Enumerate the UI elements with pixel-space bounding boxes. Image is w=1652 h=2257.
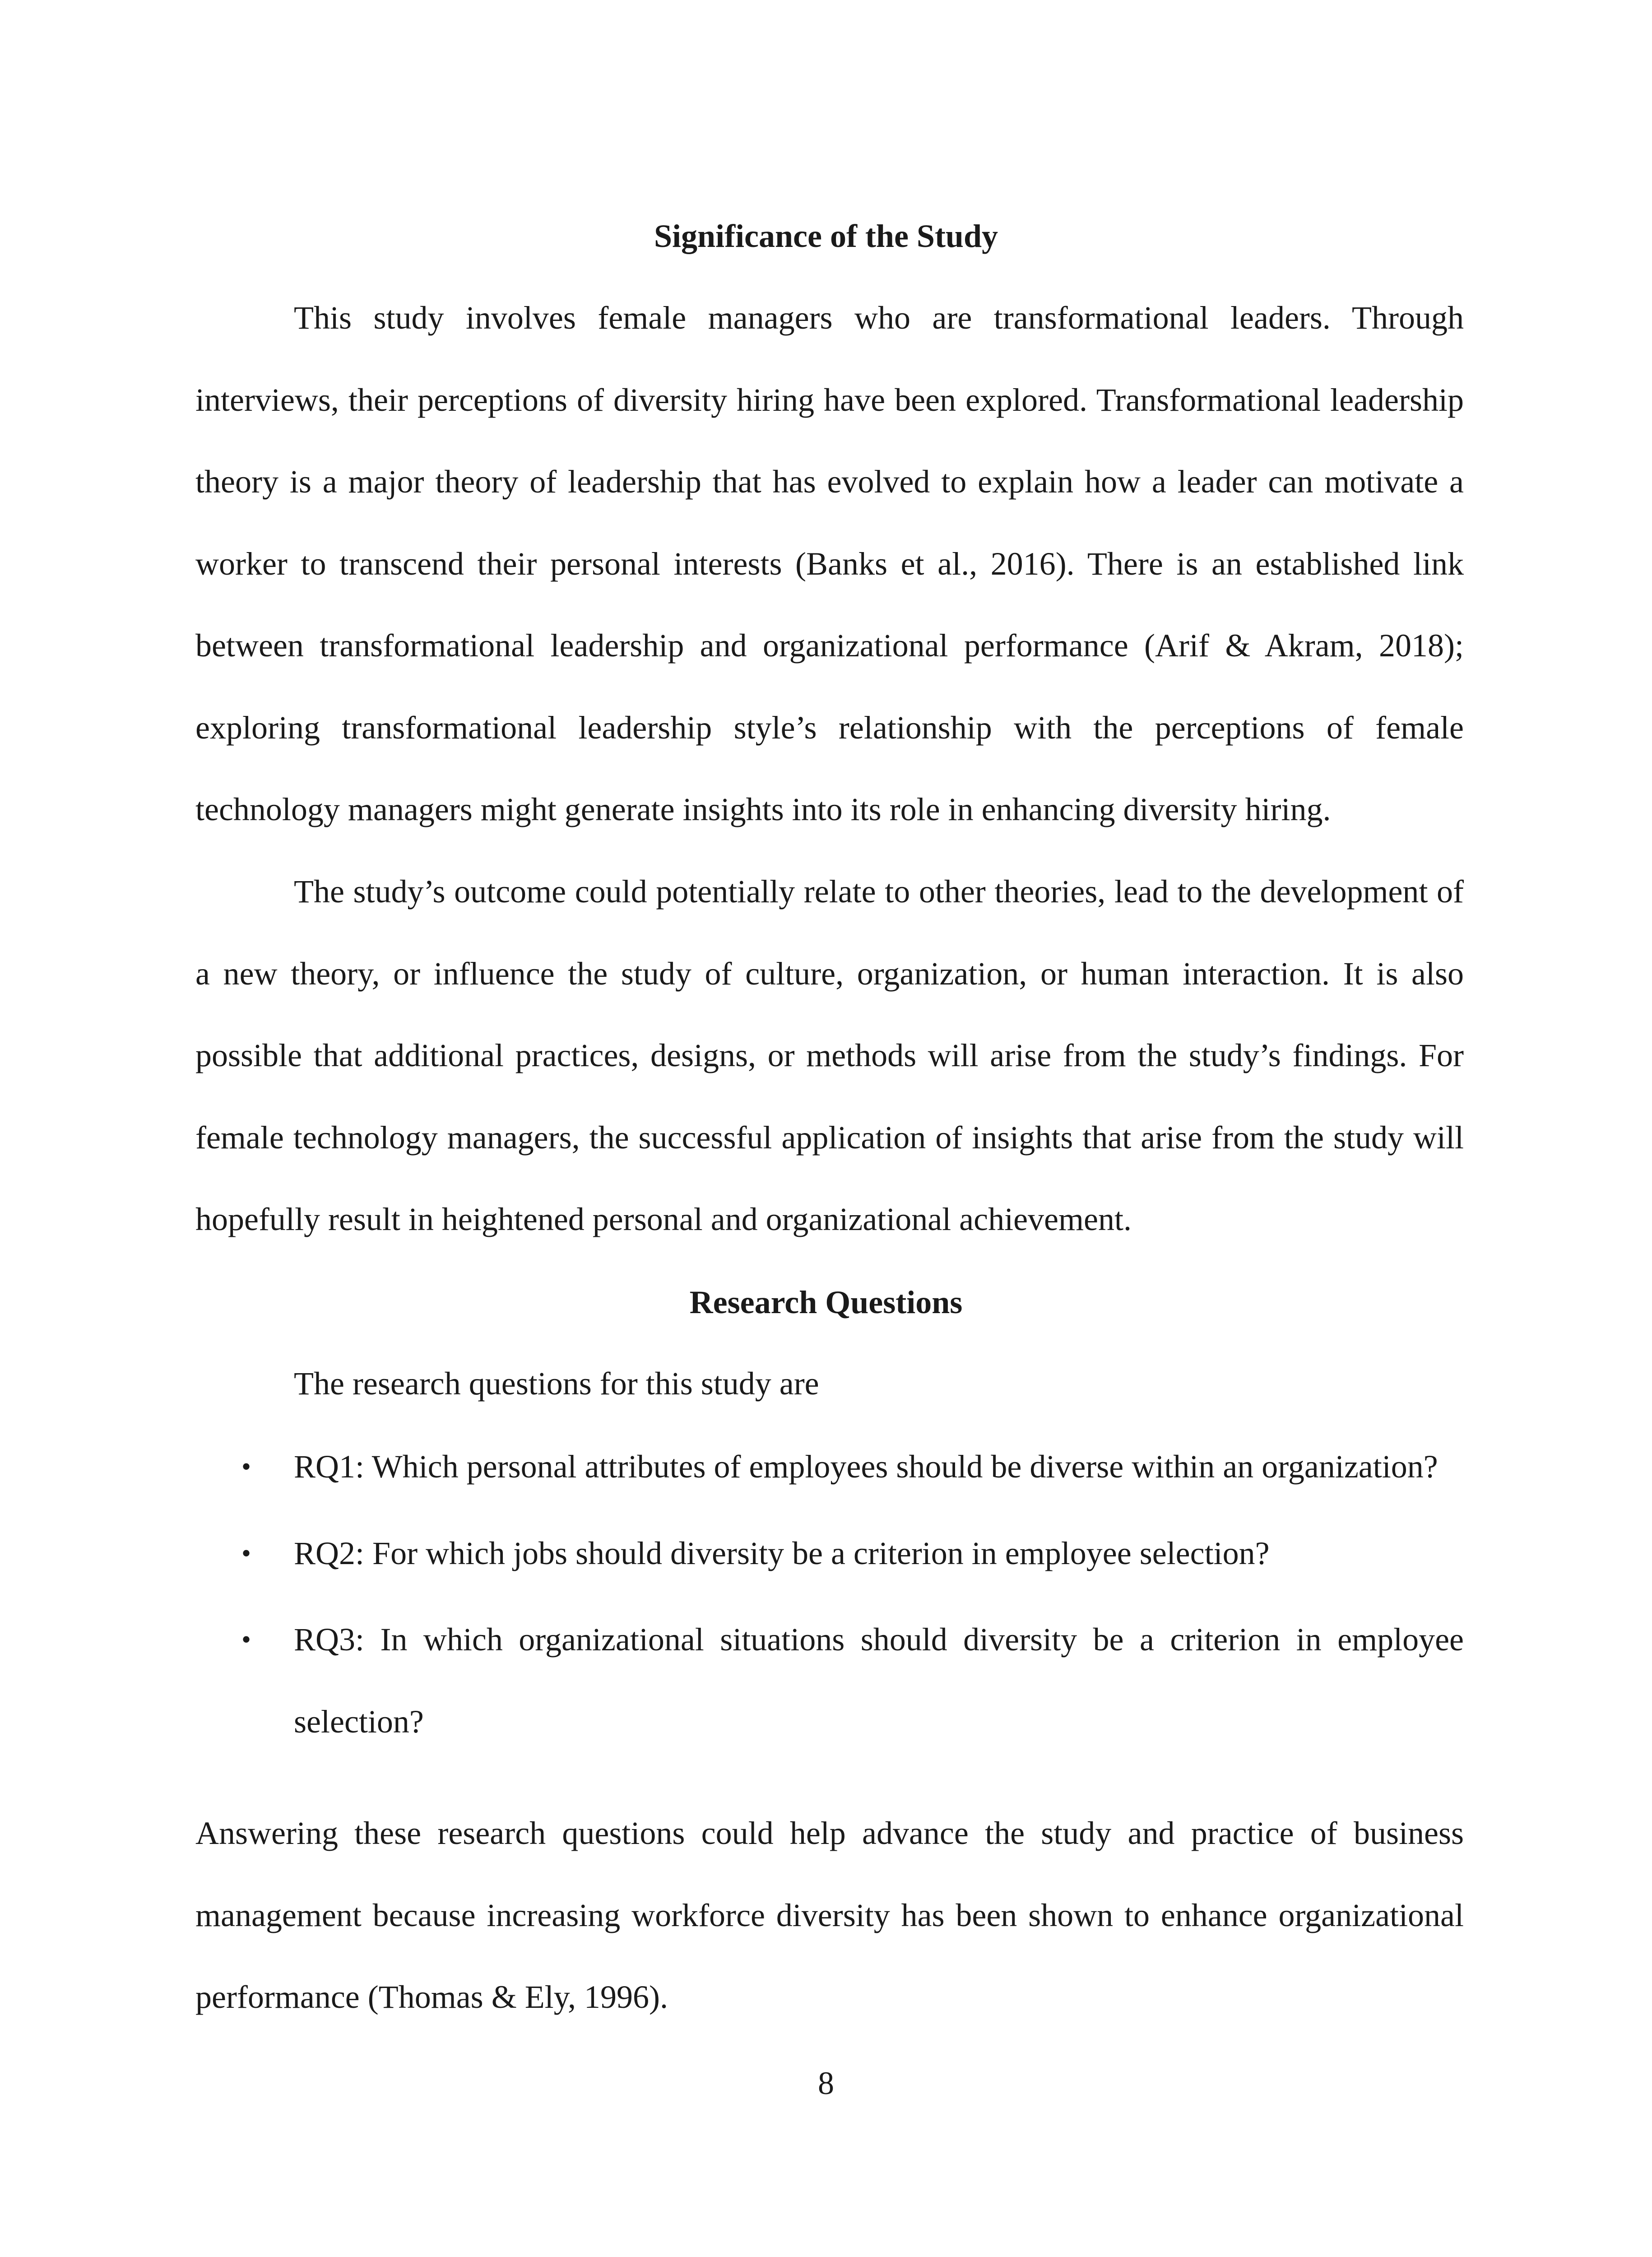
bullet-icon: •	[241, 1538, 251, 1568]
paragraph-research-closing: Answering these research questions could help advance the study and practice of business management because increasing workforce diversity has been shown to enhance organizational performance (Thomas & Ely, 1996).	[195, 1815, 1464, 2015]
research-question-text: RQ2: For which jobs should diversity be a criterion in employee selection?	[294, 1535, 1270, 1571]
page-number: 8	[818, 2065, 834, 2101]
list-item-rq1	[195, 1426, 1464, 1508]
bullet-icon: •	[241, 1452, 251, 1481]
section-heading-significance: Significance of the Study	[654, 218, 998, 254]
list-item-rq2	[195, 1513, 1464, 1595]
bullet-icon: •	[241, 1625, 251, 1654]
paragraph-significance-2: The study’s outcome could potentially relate to other theories, lead to the development of a new theory, or influence the study of culture, organization, or human interaction. It is also possible that additional practices, designs, or methods will arise from the study’s findings. For female technology managers, the successful application of insights that arise from the study will hopefully result in heightened personal and organizational achievement.	[195, 873, 1464, 1237]
paragraph-significance-1: This study involves female managers who are transformational leaders. Through interviews, their perceptions of diversity hiring have been explored. Transformational leadership theory is a major theory of leadership that has evolved to explain how a leader can motivate a worker to transcend their personal interests (Banks et al., 2016). There is an established link between transformational leadership and organizational performance (Arif & Akram, 2018); exploring transformational leadership style’s relationship with the perceptions of female technology managers might generate insights into its role in enhancing diversity hiring.	[195, 300, 1464, 827]
research-questions-list	[195, 1426, 1464, 1763]
research-question-text: RQ1: Which personal attributes of employees should be diverse within an organization?	[294, 1449, 1438, 1485]
research-question-text: RQ3: In which organizational situations should diversity be a criterion in employee selection?	[294, 1621, 1464, 1740]
research-questions-intro: The research questions for this study are	[294, 1365, 819, 1402]
list-item-rq3	[195, 1599, 1464, 1763]
section-heading-research-questions: Research Questions	[689, 1284, 963, 1320]
